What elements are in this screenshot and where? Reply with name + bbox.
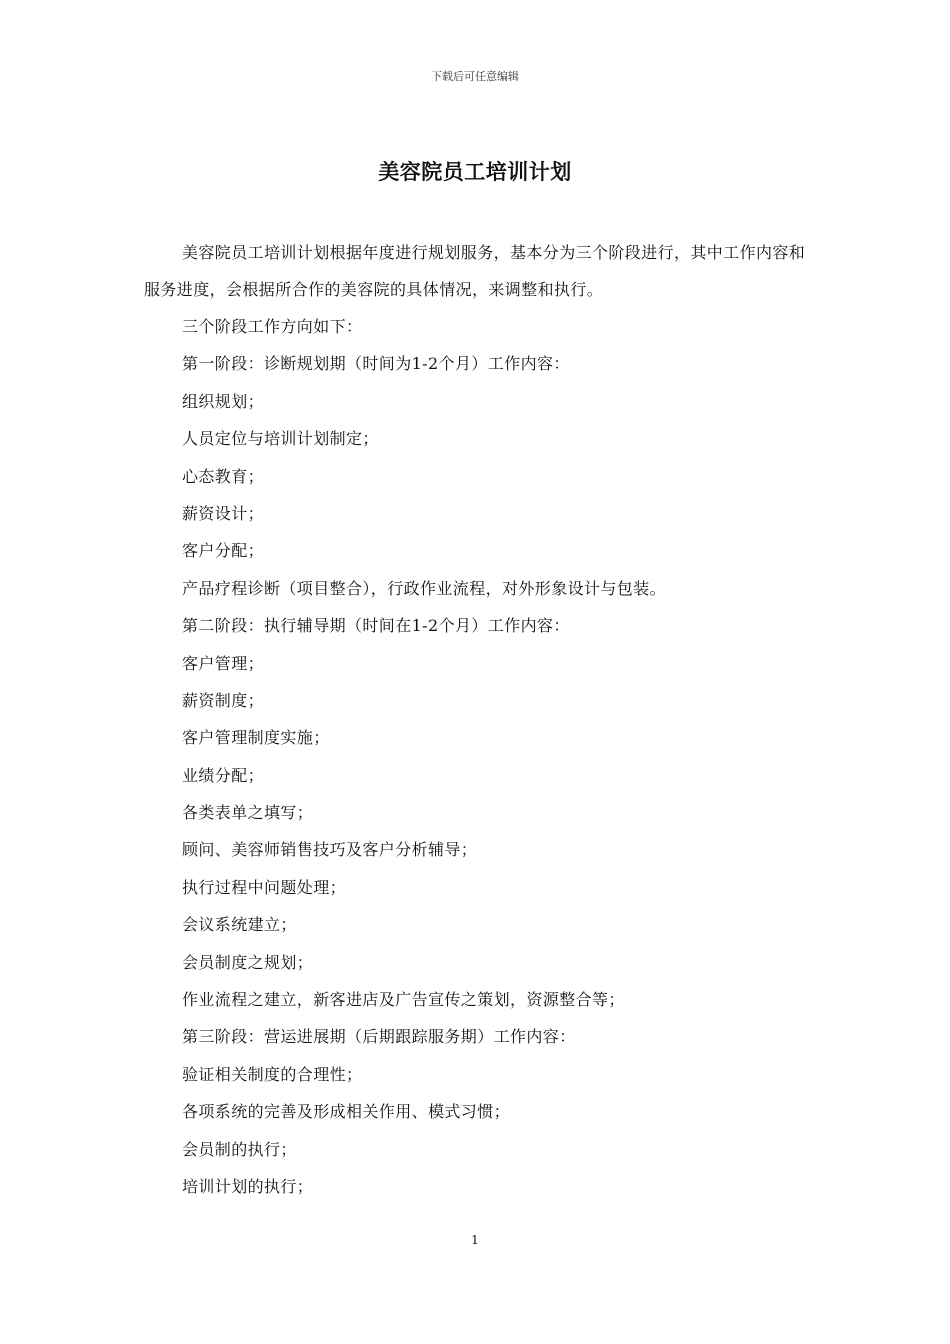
content-line: 第一阶段：诊断规划期（时间为1-2个月）工作内容： <box>182 354 570 374</box>
content-line: 产品疗程诊断（项目整合），行政作业流程，对外形象设计与包装。 <box>182 578 667 598</box>
document-title: 美容院员工培训计划 <box>378 159 572 184</box>
content-line: 客户管理； <box>182 653 265 673</box>
content-line: 第三阶段：营运进展期（后期跟踪服务期）工作内容： <box>182 1027 576 1047</box>
content-line: 业绩分配； <box>182 765 265 785</box>
content-line: 组织规划； <box>182 391 265 411</box>
content-lines <box>182 308 822 1205</box>
content-line: 培训计划的执行； <box>182 1176 314 1196</box>
content-line: 三个阶段工作方向如下： <box>182 317 363 336</box>
header-note: 下载后可任意编辑 <box>431 70 519 83</box>
content-line: 薪资制度； <box>182 690 265 710</box>
content-line: 顾问、美容师销售技巧及客户分析辅导； <box>182 840 478 860</box>
content-line: 会议系统建立； <box>182 915 297 935</box>
content-line: 人员定位与培训计划制定； <box>182 429 379 449</box>
content-line: 会员制度之规划； <box>182 952 314 972</box>
content-line: 会员制的执行； <box>182 1139 297 1159</box>
content-line: 各类表单之填写； <box>182 803 314 823</box>
page-number: 1 <box>471 1233 479 1247</box>
content-line: 执行过程中问题处理； <box>182 877 347 897</box>
content-line: 客户分配； <box>182 541 265 561</box>
content-line: 各项系统的完善及形成相关作用、模式习惯； <box>182 1102 511 1122</box>
content-line: 第二阶段：执行辅导期（时间在1-2个月）工作内容： <box>182 616 570 636</box>
content-line: 心态教育； <box>182 466 265 486</box>
content-line: 验证相关制度的合理性； <box>182 1064 363 1084</box>
content-line: 薪资设计； <box>182 503 265 523</box>
content-line: 客户管理制度实施； <box>182 728 330 748</box>
content-line: 作业流程之建立，新客进店及广告宣传之策划，资源整合等； <box>182 990 625 1010</box>
intro-paragraph: 美容院员工培训计划根据年度进行规划服务，基本分为三个阶段进行，其中工作内容和服务进度，会根据所合作的美容院的具体情况，来调整和执行。 <box>144 243 806 299</box>
